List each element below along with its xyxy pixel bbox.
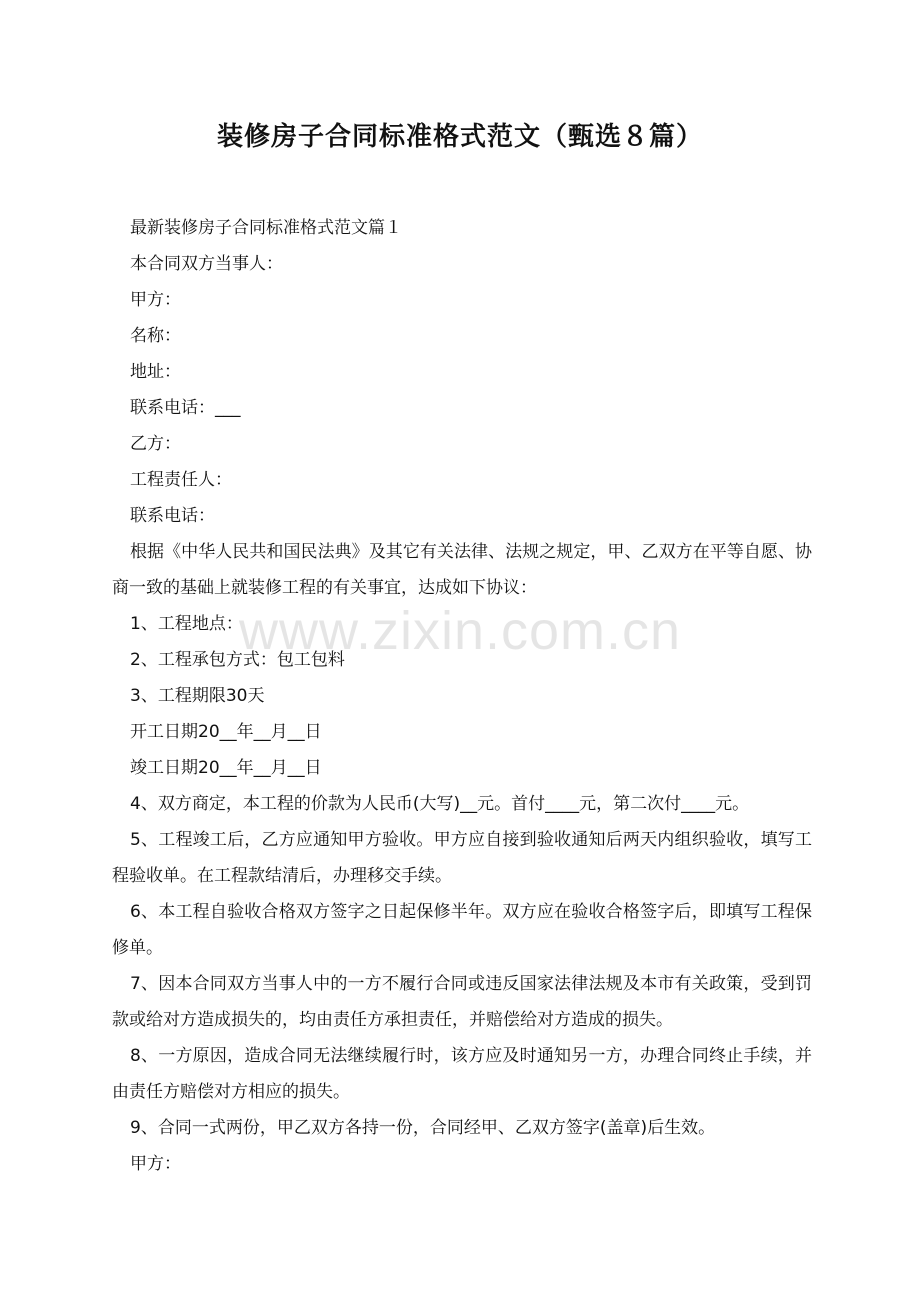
- party-a-label: 甲方：: [130, 290, 181, 310]
- section-heading: 最新装修房子合同标准格式范文篇１: [130, 218, 402, 238]
- watermark-text: www.zixin.com.cn: [238, 601, 682, 661]
- clause-2: 2、工程承包方式：包工包料: [130, 650, 345, 670]
- party-a-name: 名称：: [130, 326, 181, 346]
- clause-5: 5、工程竣工后，乙方应通知甲方验收。甲方应自接到验收通知后两天内组织验收，填写工程验收单。在工程款结清后，办理移交手续。: [112, 830, 812, 886]
- party-a-address: 地址：: [130, 362, 181, 382]
- document-body: [112, 210, 812, 1182]
- clause-6: 6、本工程自验收合格双方签字之日起保修半年。双方应在验收合格签字后，即填写工程保修单。: [112, 902, 812, 958]
- party-b-responsible: 工程责任人：: [130, 470, 232, 490]
- clause-8: 8、一方原因，造成合同无法继续履行时，该方应及时通知另一方，办理合同终止手续，并由责任方赔偿对方相应的损失。: [112, 1046, 812, 1102]
- preamble-paragraph: 根据《中华人民共和国民法典》及其它有关法律、法规之规定，甲、乙双方在平等自愿、协商一致的基础上就装修工程的有关事宜，达成如下协议：: [112, 542, 812, 598]
- party-b-label: 乙方：: [130, 434, 181, 454]
- signature-party-a: 甲方：: [130, 1154, 181, 1174]
- clause-4: 4、双方商定，本工程的价款为人民币(大写)__元。首付____元，第二次付____元。: [130, 794, 750, 814]
- party-b-phone: 联系电话：: [130, 506, 215, 526]
- party-a-phone: 联系电话：___: [130, 398, 241, 418]
- start-date: 开工日期20__年__月__日: [130, 722, 322, 742]
- clause-3: 3、工程期限30天: [130, 686, 265, 706]
- end-date: 竣工日期20__年__月__日: [130, 758, 322, 778]
- clause-9: 9、合同一式两份，甲乙双方各持一份，合同经甲、乙双方签字(盖章)后生效。: [130, 1118, 716, 1138]
- document-title: 装修房子合同标准格式范文（甄选８篇）: [216, 122, 703, 152]
- clause-1: 1、工程地点：: [130, 614, 243, 634]
- parties-intro: 本合同双方当事人：: [130, 254, 283, 274]
- clause-7: 7、因本合同双方当事人中的一方不履行合同或违反国家法律法规及本市有关政策，受到罚款或给对方造成损失的，均由责任方承担责任，并赔偿给对方造成的损失。: [112, 974, 812, 1030]
